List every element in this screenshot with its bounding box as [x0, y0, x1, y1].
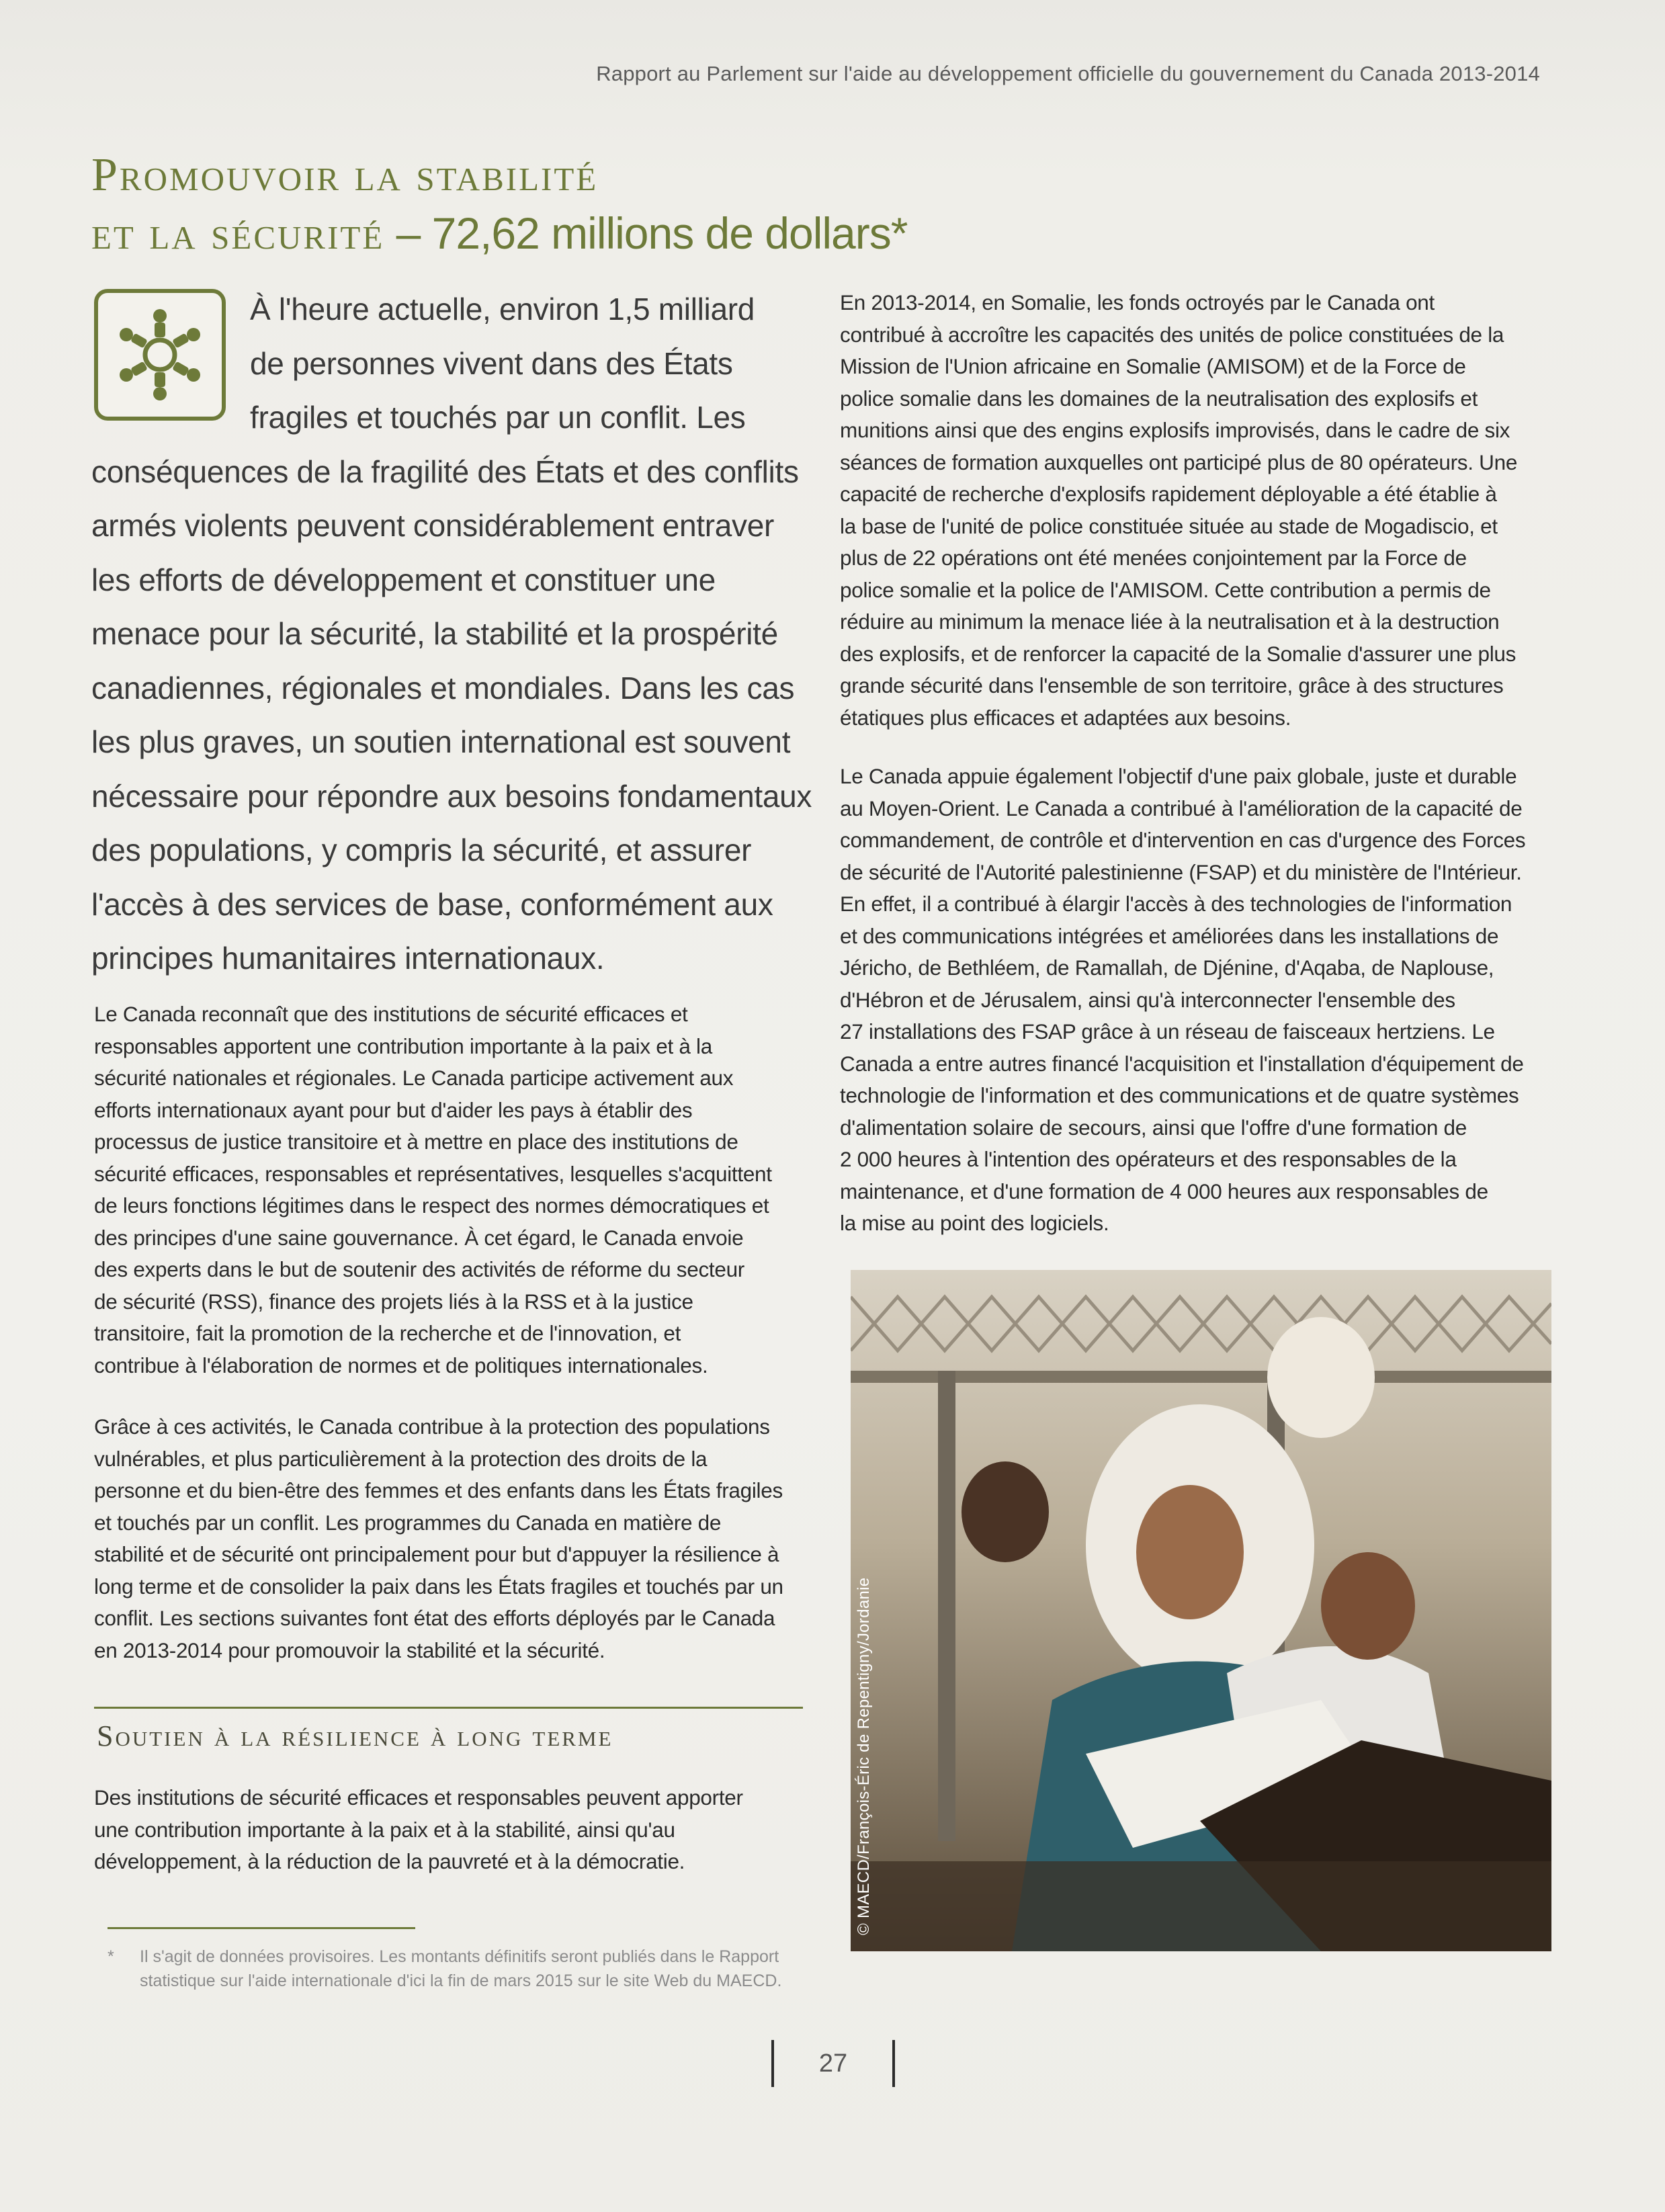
footnote-divider	[108, 1927, 415, 1929]
intro-line: armés violents peuvent considérablement entraver	[91, 508, 775, 543]
body-line: commandement, de contrôle et d'intervention en cas d'urgence des Forces	[840, 828, 1526, 852]
body-line: stabilité et de sécurité ont principalement pour but d'appuyer la résilience à	[94, 1542, 779, 1566]
body-line: long terme et de consolider la paix dans les États fragiles et touchés par un	[94, 1574, 783, 1599]
page-number: 27	[818, 2049, 848, 2078]
body-line: capacité de recherche d'explosifs rapidement déployable a été établie à	[840, 482, 1497, 506]
body-line: réduire au minimum la menace liée à la neutralisation et à la destruction	[840, 609, 1500, 634]
body-line: Grâce à ces activités, le Canada contribue à la protection des populations	[94, 1414, 770, 1439]
title-line-1: Promouvoir la stabilité	[91, 149, 599, 201]
body-line: contribué à accroître les capacités des unités de police constituées de la	[840, 322, 1504, 347]
body-line: vulnérables, et plus particulièrement à la protection des droits de la	[94, 1446, 708, 1471]
body-line: sécurité nationales et régionales. Le Canada participe activement aux	[94, 1066, 734, 1090]
body-line: processus de justice transitoire et à mettre en place des institutions de	[94, 1130, 738, 1154]
body-line: 27 installations des FSAP grâce à un réseau de faisceaux hertziens. Le	[840, 1019, 1495, 1044]
body-line: une contribution importante à la paix et à la stabilité, ainsi qu'au	[94, 1817, 675, 1842]
intro-line: fragiles et touchés par un conflit. Les	[250, 400, 746, 435]
intro-line: conséquences de la fragilité des États et des conflits	[91, 454, 799, 489]
page-number-block	[766, 2040, 900, 2087]
body-line: d'Hébron et de Jérusalem, ainsi qu'à interconnecter l'ensemble des	[840, 987, 1455, 1012]
left-paragraph-3	[94, 1782, 800, 1878]
body-line: plus de 22 opérations ont été menées conjointement par la Force de	[840, 546, 1467, 570]
intro-line: l'accès à des services de base, conformément aux	[91, 886, 773, 922]
title-line-2-lead: et la sécurité	[91, 208, 385, 259]
intro-line: les plus graves, un soutien international est souvent	[91, 724, 791, 759]
body-line: Jéricho, de Bethléem, de Ramallah, de Djénine, d'Aqaba, de Naplouse,	[840, 955, 1494, 980]
photo-women-at-service-window	[851, 1270, 1551, 1951]
body-line: personne et du bien-être des femmes et des enfants dans les États fragiles	[94, 1478, 783, 1502]
body-line: transitoire, fait la promotion de la recherche et de l'innovation, et	[94, 1321, 681, 1345]
body-line: d'alimentation solaire de secours, ainsi que l'offre d'une formation de	[840, 1115, 1467, 1140]
body-line: développement, à la réduction de la pauvreté et à la démocratie.	[94, 1849, 685, 1873]
left-paragraph-2	[94, 1411, 800, 1666]
body-line: séances de formation auxquelles ont participé plus de 80 opérateurs. Une	[840, 450, 1518, 474]
intro-line: de personnes vivent dans des États	[250, 345, 733, 381]
body-line: sécurité efficaces, responsables et représentatives, lesquelles s'acquittent	[94, 1161, 772, 1186]
right-paragraph-1	[840, 287, 1552, 734]
body-line: Des institutions de sécurité efficaces et responsables peuvent apporter	[94, 1785, 743, 1810]
body-line: la base de l'unité de police constituée située au stade de Mogadiscio, et	[840, 513, 1498, 538]
intro-paragraph	[91, 282, 812, 986]
left-paragraph-1	[94, 998, 800, 1381]
intro-line: principes humanitaires internationaux.	[91, 941, 605, 976]
body-line: En effet, il a contribué à élargir l'accès à des technologies de l'information	[840, 892, 1512, 916]
page-title	[91, 146, 907, 275]
body-line: contribue à l'élaboration de normes et de politiques internationales.	[94, 1353, 708, 1377]
body-line: technologie de l'information et des communications et de quatre systèmes	[840, 1083, 1519, 1107]
body-line: en 2013-2014 pour promouvoir la stabilité et la sécurité.	[94, 1637, 605, 1662]
body-line: maintenance, et d'une formation de 4 000 heures aux responsables de	[840, 1179, 1488, 1203]
body-line: des principes d'une saine gouvernance. À cet égard, le Canada envoie	[94, 1225, 744, 1250]
footnote-line: statistique sur l'aide internationale d'ici la fin de mars 2015 sur le site Web du MAECD.	[140, 1971, 782, 1990]
footnote-mark: *	[108, 1947, 114, 1966]
footnote	[108, 1945, 781, 1993]
body-line: En 2013-2014, en Somalie, les fonds octroyés par le Canada ont	[840, 290, 1435, 314]
body-line: police somalie et la police de l'AMISOM. Cette contribution a permis de	[840, 577, 1491, 602]
photo-credit: © MAECD/François-Éric de Repentigny/Jordanie	[855, 1577, 873, 1935]
intro-line: nécessaire pour répondre aux besoins fondamentaux	[91, 778, 812, 814]
subhead-divider	[94, 1707, 803, 1709]
body-line: la mise au point des logiciels.	[840, 1211, 1109, 1235]
body-line: et touchés par un conflit. Les programmes du Canada en matière de	[94, 1510, 722, 1535]
body-line: au Moyen-Orient. Le Canada a contribué à l'amélioration de la capacité de	[840, 796, 1523, 820]
running-header: Rapport au Parlement sur l'aide au développement officielle du gouvernement du Canada 2013-2014	[596, 62, 1540, 85]
intro-line: les efforts de développement et constituer une	[91, 562, 716, 597]
body-line: 2 000 heures à l'intention des opérateurs et des responsables de la	[840, 1147, 1457, 1171]
body-line: efforts internationaux ayant pour but d'aider les pays à établir des	[94, 1097, 693, 1122]
body-line: des experts dans le but de soutenir des activités de réforme du secteur	[94, 1257, 744, 1281]
page-number-right-bar	[892, 2040, 895, 2087]
section-subheading: Soutien à la résilience à long terme	[97, 1719, 613, 1752]
body-line: munitions ainsi que des engins explosifs improvisés, dans le cadre de six	[840, 418, 1510, 442]
body-line: étatiques plus efficaces et adaptées aux besoins.	[840, 705, 1291, 730]
body-line: grande sécurité dans l'ensemble de son territoire, grâce à des structures	[840, 673, 1504, 697]
footnote-line: Il s'agit de données provisoires. Les montants définitifs seront publiés dans le Rapport	[140, 1947, 779, 1966]
body-line: de sécurité (RSS), finance des projets liés à la RSS et à la justice	[94, 1289, 693, 1314]
body-line: Le Canada reconnaît que des institutions de sécurité efficaces et	[94, 1002, 688, 1026]
body-line: police somalie dans les domaines de la neutralisation des explosifs et	[840, 386, 1478, 411]
body-line: de sécurité de l'Autorité palestinienne (FSAP) et du ministère de l'Intérieur.	[840, 859, 1522, 884]
title-amount: – 72,62 millions de dollars*	[384, 208, 908, 258]
right-paragraph-2	[840, 761, 1552, 1240]
body-line: de leurs fonctions légitimes dans le respect des normes démocratiques et	[94, 1193, 769, 1218]
intro-line: menace pour la sécurité, la stabilité et la prospérité	[91, 616, 778, 651]
body-line: Le Canada appuie également l'objectif d'une paix globale, juste et durable	[840, 764, 1517, 788]
intro-line: canadiennes, régionales et mondiales. Dans les cas	[91, 670, 795, 706]
body-line: Mission de l'Union africaine en Somalie (AMISOM) et de la Force de	[840, 354, 1466, 378]
intro-line: des populations, y compris la sécurité, et assurer	[91, 833, 752, 867]
body-line: des explosifs, et de renforcer la capacité de la Somalie d'assurer une plus	[840, 641, 1517, 666]
body-line: Canada a entre autres financé l'acquisition et l'installation d'équipement de	[840, 1051, 1524, 1076]
intro-line: À l'heure actuelle, environ 1,5 milliard	[250, 292, 755, 327]
body-line: conflit. Les sections suivantes font état des efforts déployés par le Canada	[94, 1606, 775, 1630]
body-line: et des communications intégrées et améliorées dans les installations de	[840, 923, 1499, 948]
body-line: responsables apportent une contribution importante à la paix et à la	[94, 1033, 712, 1058]
